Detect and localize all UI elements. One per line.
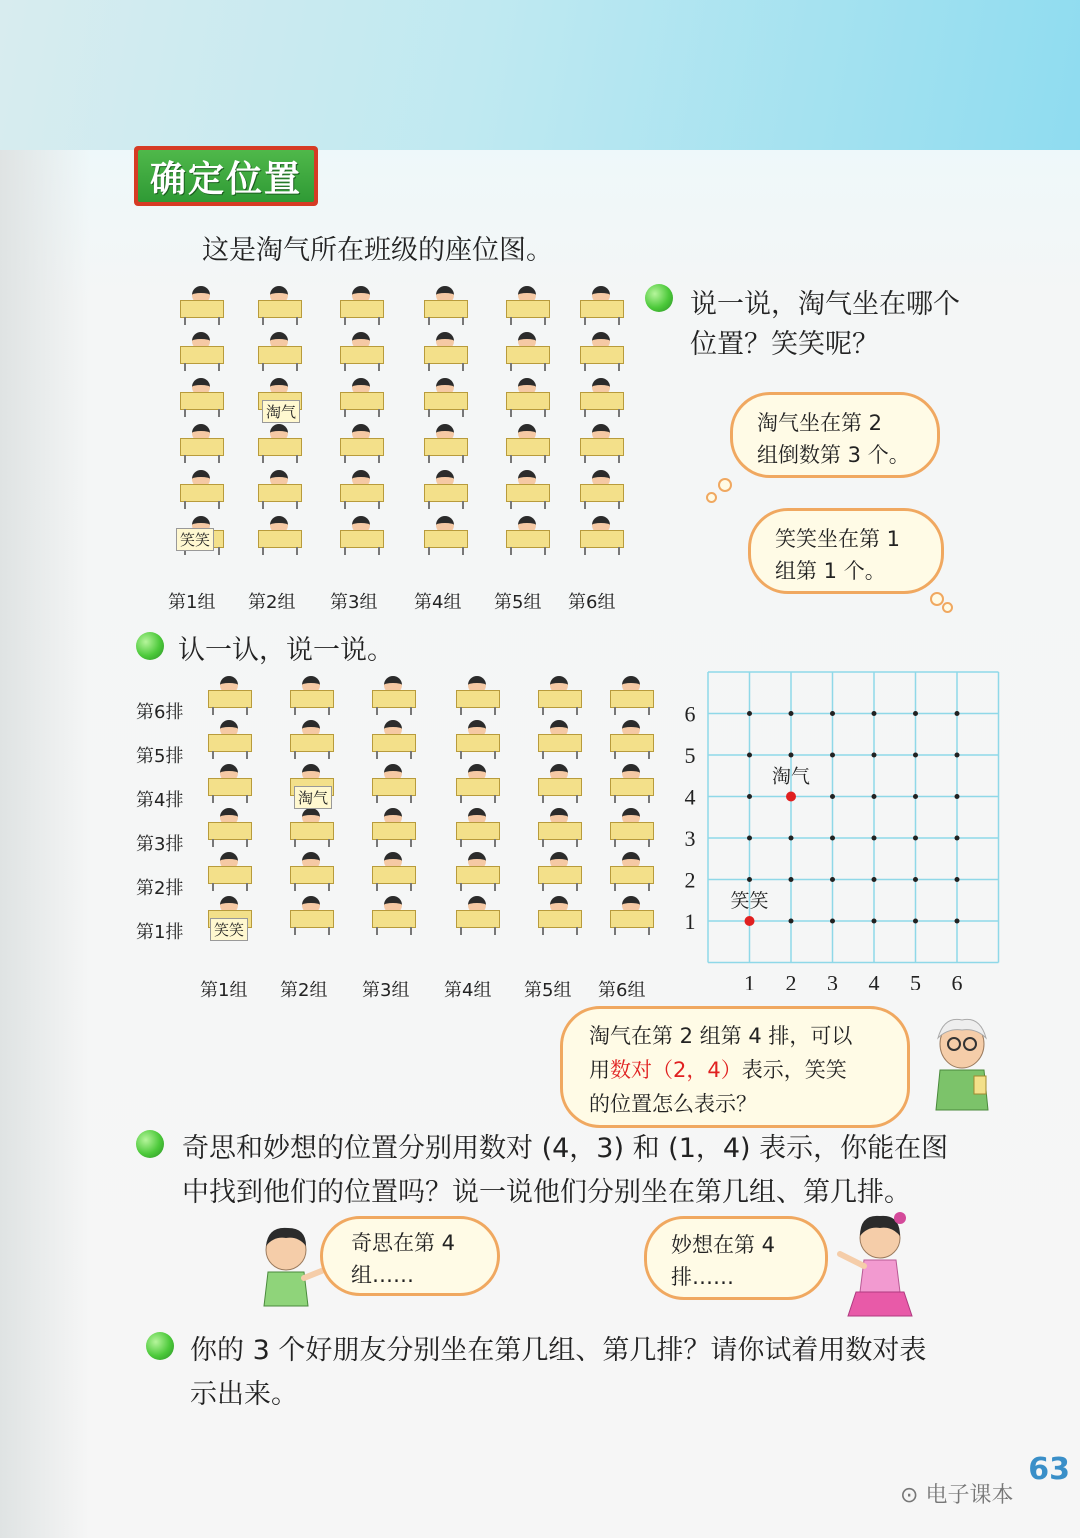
desk bbox=[610, 778, 654, 796]
group-label: 第1组 bbox=[168, 592, 216, 613]
question-3-line1: 奇思和妙想的位置分别用数对 (4，3) 和 (1，4) 表示，你能在图 bbox=[182, 1133, 949, 1164]
desk bbox=[180, 392, 224, 410]
grid-dot bbox=[789, 836, 794, 841]
desk bbox=[208, 822, 252, 840]
y-tick-label: 2 bbox=[684, 867, 696, 893]
desk bbox=[208, 690, 252, 708]
bubble-tail bbox=[942, 602, 953, 613]
grid-dot bbox=[872, 794, 877, 799]
desk bbox=[456, 910, 500, 928]
desk bbox=[290, 910, 334, 928]
group-label: 第5组 bbox=[494, 592, 542, 613]
name-tag-xiaoxiao: 笑笑 bbox=[210, 918, 248, 941]
y-tick-label: 1 bbox=[684, 909, 696, 934]
desk-legs bbox=[510, 363, 546, 371]
desk-legs bbox=[376, 707, 412, 715]
desk-legs bbox=[428, 547, 464, 555]
grid-dot bbox=[872, 877, 877, 882]
y-tick-label: 6 bbox=[684, 701, 696, 727]
desk bbox=[456, 822, 500, 840]
grid-dot bbox=[872, 753, 877, 758]
desk-legs bbox=[184, 363, 220, 371]
desk-legs bbox=[212, 839, 248, 847]
grid-dot bbox=[747, 753, 752, 758]
group-label: 第5组 bbox=[524, 980, 572, 1001]
desk bbox=[538, 778, 582, 796]
desk-legs bbox=[376, 751, 412, 759]
desk bbox=[580, 300, 624, 318]
desk bbox=[610, 866, 654, 884]
bubble-text: 的位置怎么表示？ bbox=[589, 1092, 757, 1116]
x-tick-label: 2 bbox=[785, 970, 797, 990]
desk bbox=[580, 484, 624, 502]
desk bbox=[538, 822, 582, 840]
desk-legs bbox=[184, 455, 220, 463]
desk bbox=[506, 300, 550, 318]
desk-legs bbox=[510, 409, 546, 417]
row-label: 第1排 bbox=[136, 922, 184, 943]
desk bbox=[290, 866, 334, 884]
grid-dot bbox=[955, 794, 960, 799]
desk-legs bbox=[584, 501, 620, 509]
desk bbox=[506, 484, 550, 502]
desk bbox=[372, 910, 416, 928]
desk-legs bbox=[344, 501, 380, 509]
seat-map-1 bbox=[170, 286, 640, 586]
desk-legs bbox=[510, 455, 546, 463]
desk bbox=[340, 346, 384, 364]
desk-legs bbox=[460, 707, 496, 715]
bubble-text: 奇思在第 4 bbox=[351, 1231, 456, 1255]
desk bbox=[506, 392, 550, 410]
desk-legs bbox=[614, 883, 650, 891]
desk bbox=[340, 300, 384, 318]
desk-legs bbox=[460, 751, 496, 759]
coordinate-grid bbox=[676, 660, 1016, 990]
desk-legs bbox=[428, 455, 464, 463]
desk-legs bbox=[428, 363, 464, 371]
desk bbox=[456, 866, 500, 884]
desk-legs bbox=[542, 927, 578, 935]
wechat-icon: ⊙ bbox=[900, 1483, 919, 1508]
desk-legs bbox=[344, 317, 380, 325]
desk-legs bbox=[344, 547, 380, 555]
grid-dot bbox=[747, 877, 752, 882]
group-label: 第4组 bbox=[444, 980, 492, 1001]
desk bbox=[538, 734, 582, 752]
grid-dot bbox=[872, 711, 877, 716]
grid-dot bbox=[830, 836, 835, 841]
desk-legs bbox=[212, 883, 248, 891]
desk bbox=[506, 438, 550, 456]
desk-legs bbox=[614, 795, 650, 803]
grid-dot bbox=[913, 877, 918, 882]
number-pair-highlight: 数对（2，4） bbox=[610, 1058, 742, 1082]
bubble-text: 淘气在第 2 组第 4 排，可以 bbox=[589, 1024, 853, 1048]
bubble-tail bbox=[706, 492, 717, 503]
desk bbox=[424, 484, 468, 502]
desk-legs bbox=[614, 707, 650, 715]
grid-dot bbox=[830, 919, 835, 924]
desk bbox=[180, 346, 224, 364]
desk-legs bbox=[294, 707, 330, 715]
y-tick-label: 5 bbox=[684, 743, 696, 768]
desk bbox=[610, 734, 654, 752]
grid-dot bbox=[955, 877, 960, 882]
qisi-illustration bbox=[254, 1222, 326, 1308]
desk bbox=[580, 438, 624, 456]
desk bbox=[258, 438, 302, 456]
grid-dot bbox=[913, 794, 918, 799]
desk-legs bbox=[584, 547, 620, 555]
question-2: 认一认，说一说。 bbox=[178, 635, 394, 666]
desk-legs bbox=[294, 927, 330, 935]
grid-dot bbox=[830, 753, 835, 758]
grid-dot bbox=[830, 877, 835, 882]
desk-legs bbox=[542, 883, 578, 891]
grid-dot bbox=[830, 794, 835, 799]
desk bbox=[506, 530, 550, 548]
name-tag-xiaoxiao: 笑笑 bbox=[176, 528, 214, 551]
bubble-text: 组…… bbox=[351, 1263, 414, 1287]
desk bbox=[456, 778, 500, 796]
grid-dot bbox=[789, 753, 794, 758]
desk bbox=[340, 438, 384, 456]
desk bbox=[372, 778, 416, 796]
desk-legs bbox=[584, 363, 620, 371]
bubble-text: 笑笑坐在第 1 bbox=[775, 527, 901, 551]
row-label: 第6排 bbox=[136, 702, 184, 723]
watermark: ⊙ 电子课本 bbox=[900, 1483, 1014, 1508]
desk bbox=[180, 300, 224, 318]
desk-legs bbox=[460, 883, 496, 891]
grid-dot bbox=[955, 753, 960, 758]
x-tick-label: 5 bbox=[910, 970, 921, 990]
desk bbox=[538, 910, 582, 928]
miaoxiang-illustration bbox=[834, 1208, 914, 1324]
question-4-line1: 你的 3 个好朋友分别坐在第几组、第几排？请你试着用数对表 bbox=[190, 1335, 927, 1366]
desk bbox=[372, 866, 416, 884]
grid-dot bbox=[872, 919, 877, 924]
bullet-icon bbox=[136, 632, 164, 660]
desk-legs bbox=[262, 455, 298, 463]
desk bbox=[258, 530, 302, 548]
question-1-line2: 位置？笑笑呢？ bbox=[690, 329, 879, 360]
group-label: 第2组 bbox=[248, 592, 296, 613]
point-label: 笑笑 bbox=[730, 890, 769, 912]
intro-text: 这是淘气所在班级的座位图。 bbox=[202, 235, 553, 266]
desk-legs bbox=[344, 455, 380, 463]
grid-dot bbox=[913, 919, 918, 924]
desk bbox=[424, 438, 468, 456]
grid-dot bbox=[747, 836, 752, 841]
desk bbox=[610, 822, 654, 840]
speech-bubble-qisi bbox=[320, 1216, 500, 1296]
desk bbox=[456, 690, 500, 708]
desk-legs bbox=[184, 317, 220, 325]
grid-dot bbox=[789, 877, 794, 882]
section-title bbox=[134, 146, 318, 206]
question-4-line2: 示出来。 bbox=[190, 1379, 298, 1410]
desk-legs bbox=[376, 795, 412, 803]
desk bbox=[580, 346, 624, 364]
bubble-text: 组第 1 个。 bbox=[775, 559, 886, 583]
bubble-text: 淘气坐在第 2 bbox=[757, 411, 883, 435]
bullet-icon bbox=[136, 1130, 164, 1158]
desk-legs bbox=[212, 751, 248, 759]
desk bbox=[290, 734, 334, 752]
grid-dot bbox=[789, 919, 794, 924]
point-label: 淘气 bbox=[771, 765, 811, 788]
desk bbox=[258, 346, 302, 364]
desk bbox=[538, 866, 582, 884]
desk bbox=[208, 778, 252, 796]
desk bbox=[580, 392, 624, 410]
desk bbox=[610, 910, 654, 928]
desk-legs bbox=[614, 927, 650, 935]
x-tick-label: 4 bbox=[868, 970, 880, 990]
desk bbox=[340, 484, 384, 502]
desk-legs bbox=[510, 547, 546, 555]
desk-legs bbox=[584, 455, 620, 463]
bubble-text: 排…… bbox=[671, 1265, 734, 1289]
section-title-text: 确定位置 bbox=[138, 150, 314, 202]
desk-legs bbox=[460, 927, 496, 935]
grid-dot bbox=[913, 753, 918, 758]
grid-dot bbox=[955, 919, 960, 924]
header-band bbox=[0, 0, 1080, 150]
desk-legs bbox=[510, 317, 546, 325]
grid-dot bbox=[747, 711, 752, 716]
desk-legs bbox=[510, 501, 546, 509]
page-number: 63 bbox=[1028, 1452, 1070, 1487]
speech-bubble-xiaoxiao bbox=[748, 508, 944, 594]
bubble-text: 组倒数第 3 个。 bbox=[757, 443, 910, 467]
grid-dot bbox=[747, 794, 752, 799]
row-label: 第4排 bbox=[136, 790, 184, 811]
question-1-line1: 说一说，淘气坐在哪个 bbox=[690, 289, 960, 320]
desk-legs bbox=[294, 839, 330, 847]
grid-dot bbox=[913, 836, 918, 841]
speech-bubble-taoqi bbox=[730, 392, 940, 478]
grid-dot bbox=[789, 711, 794, 716]
desk-legs bbox=[428, 317, 464, 325]
desk-legs bbox=[614, 839, 650, 847]
desk-legs bbox=[376, 839, 412, 847]
desk-legs bbox=[344, 409, 380, 417]
desk bbox=[290, 822, 334, 840]
desk bbox=[538, 690, 582, 708]
desk-legs bbox=[542, 795, 578, 803]
desk-legs bbox=[294, 751, 330, 759]
bubble-text: 用数对（2，4）表示，笑笑 bbox=[589, 1058, 847, 1082]
desk bbox=[424, 346, 468, 364]
desk bbox=[208, 866, 252, 884]
name-tag-taoqi: 淘气 bbox=[294, 786, 332, 809]
desk bbox=[456, 734, 500, 752]
page-margin-shade bbox=[0, 150, 90, 1538]
point-marker bbox=[786, 792, 796, 802]
desk-legs bbox=[460, 795, 496, 803]
desk-legs bbox=[460, 839, 496, 847]
desk-legs bbox=[428, 501, 464, 509]
desk bbox=[180, 484, 224, 502]
group-label: 第6组 bbox=[598, 980, 646, 1001]
desk-legs bbox=[294, 883, 330, 891]
grid-dot bbox=[955, 711, 960, 716]
desk-legs bbox=[428, 409, 464, 417]
desk-legs bbox=[376, 927, 412, 935]
desk-legs bbox=[262, 501, 298, 509]
desk-legs bbox=[212, 795, 248, 803]
desk bbox=[372, 690, 416, 708]
desk-legs bbox=[262, 547, 298, 555]
grid-dot bbox=[913, 711, 918, 716]
desk bbox=[580, 530, 624, 548]
row-label: 第3排 bbox=[136, 834, 184, 855]
desk-legs bbox=[262, 317, 298, 325]
desk-legs bbox=[212, 707, 248, 715]
desk bbox=[506, 346, 550, 364]
teacher-illustration bbox=[922, 1016, 1002, 1116]
question-3-line2: 中找到他们的位置吗？说一说他们分别坐在第几组、第几排。 bbox=[182, 1177, 911, 1208]
desk-legs bbox=[542, 707, 578, 715]
desk-legs bbox=[376, 883, 412, 891]
desk bbox=[424, 530, 468, 548]
grid-dot bbox=[830, 711, 835, 716]
desk bbox=[424, 392, 468, 410]
bubble-tail bbox=[718, 478, 732, 492]
group-label: 第2组 bbox=[280, 980, 328, 1001]
desk-legs bbox=[614, 751, 650, 759]
group-label: 第1组 bbox=[200, 980, 248, 1001]
grid-dot bbox=[955, 836, 960, 841]
desk-legs bbox=[584, 409, 620, 417]
desk bbox=[340, 392, 384, 410]
desk bbox=[258, 484, 302, 502]
x-tick-label: 3 bbox=[827, 970, 838, 990]
bullet-icon bbox=[645, 284, 673, 312]
name-tag-taoqi: 淘气 bbox=[262, 400, 300, 423]
x-tick-label: 1 bbox=[744, 970, 755, 990]
y-tick-label: 3 bbox=[684, 826, 696, 851]
desk bbox=[372, 734, 416, 752]
desk bbox=[258, 300, 302, 318]
group-label: 第3组 bbox=[362, 980, 410, 1001]
desk-legs bbox=[344, 363, 380, 371]
desk bbox=[610, 690, 654, 708]
desk bbox=[180, 438, 224, 456]
desk-legs bbox=[542, 751, 578, 759]
bullet-icon bbox=[146, 1332, 174, 1360]
group-label: 第6组 bbox=[568, 592, 616, 613]
group-label: 第4组 bbox=[414, 592, 462, 613]
desk-legs bbox=[184, 501, 220, 509]
desk bbox=[290, 690, 334, 708]
group-label: 第3组 bbox=[330, 592, 378, 613]
desk-legs bbox=[584, 317, 620, 325]
speech-bubble-miaoxiang bbox=[644, 1216, 828, 1300]
desk-legs bbox=[542, 839, 578, 847]
grid-dot bbox=[872, 836, 877, 841]
y-tick-label: 4 bbox=[684, 784, 696, 810]
x-tick-label: 6 bbox=[951, 970, 963, 990]
row-label: 第5排 bbox=[136, 746, 184, 767]
desk-legs bbox=[262, 363, 298, 371]
bubble-text: 妙想在第 4 bbox=[671, 1233, 776, 1257]
seat-map-2 bbox=[208, 676, 678, 966]
desk bbox=[208, 734, 252, 752]
row-label: 第2排 bbox=[136, 878, 184, 899]
point-marker bbox=[745, 916, 755, 926]
speech-bubble-teacher bbox=[560, 1006, 910, 1128]
desk-legs bbox=[184, 409, 220, 417]
desk bbox=[424, 300, 468, 318]
desk bbox=[340, 530, 384, 548]
desk bbox=[372, 822, 416, 840]
